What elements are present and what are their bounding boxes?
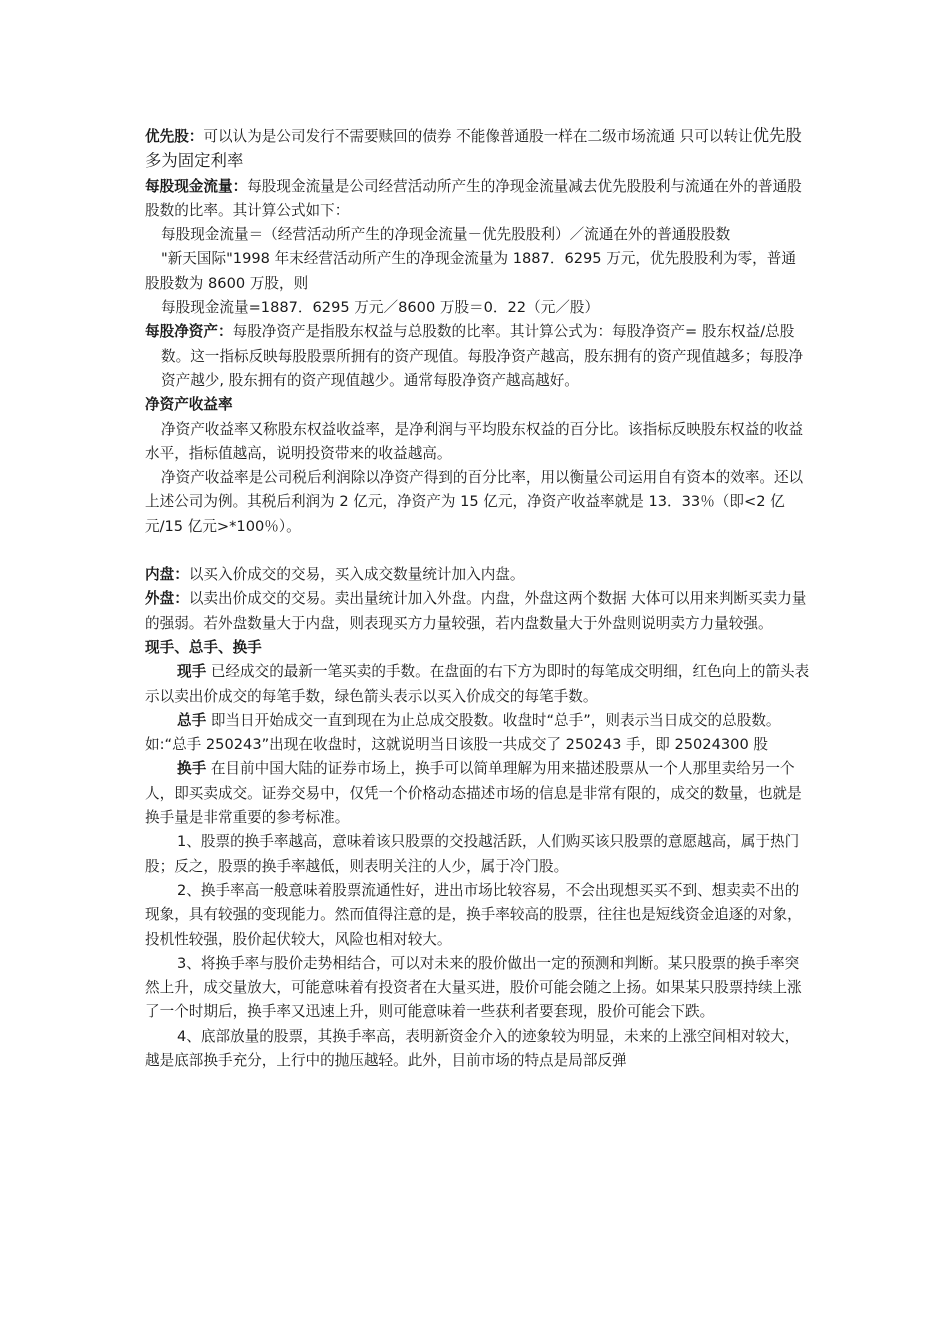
list-item: 2、换手率高一般意味着股票流通性好，进出市场比较容易，不会出现想买买不到、想卖卖不出的现象，具有较强的变现能力。然而值得注意的是，换手率较高的股票，往往也是短线资金追逐的对象，投机性较强，股价起伏较大，风险也相对较大。 (145, 881, 802, 948)
cashflow-formula: 每股现金流量＝（经营活动所产生的净现金流量－优先股股利）／流通在外的普通股股数 (161, 226, 731, 244)
list-item: 4、底部放量的股票，其换手率高，表明新资金介入的迹象较为明显，未来的上涨空间相对较大，越是底部换手充分，上行中的抛压越轻。此外，目前市场的特点是局部反弹 (145, 1027, 800, 1069)
term-total-hand: 总手 (177, 711, 207, 729)
cashflow-calc: 每股现金流量=1887．6295 万元／8600 万股＝0．22（元／股） (161, 299, 600, 317)
turnover-paragraph (145, 757, 810, 830)
term-turnover: 换手 (177, 760, 207, 778)
paragraph-gap (145, 539, 810, 563)
hands-heading-text: 现手、总手、换手 (145, 638, 262, 656)
term-colon: ： (188, 128, 204, 145)
term-colon: ： (174, 566, 189, 584)
roe-paragraph-2: 净资产收益率是公司税后利润除以净资产得到的百分比率，用以衡量公司运用自有资本的效率。还以上述公司为例。其税后利润为 2 亿元，净资产为 15 亿元，净资产收益率就是 13．33％（即<2 亿元/15 亿元>*100％）。 (145, 469, 804, 535)
list-item: 3、将换手率与股价走势相结合，可以对未来的股价做出一定的预测和判断。某只股票的换手率突然上升，成交量放大，可能意味着有投资者在大量买进，股价可能会随之上扬。如果某只股票持续上涨了一个时期后，换手率又迅速上升，则可能意味着一些获利者要套现，股价可能会下跌。 (145, 954, 802, 1021)
term-colon: ： (217, 323, 233, 341)
nav-paragraph (145, 320, 810, 393)
term-roe: 净资产收益率 (145, 396, 233, 414)
term-colon: ： (174, 590, 189, 608)
preferred-stock-text: 可以认为是公司发行不需要赎回的债券 不能像普通股一样在二级市场流通 只可以转让 (203, 128, 753, 145)
hands-heading (145, 636, 810, 660)
document-body (145, 124, 810, 1073)
term-current-hand: 现手 (177, 663, 207, 681)
total-hand-paragraph (145, 709, 810, 758)
cashflow-paragraph (145, 175, 810, 224)
term-cashflow: 每股现金流量 (145, 177, 233, 195)
list-item: 1、股票的换手率越高，意味着该只股票的交投越活跃，人们购买该只股票的意愿越高，属于热门股；反之，股票的换手率越低，则表明关注的人少，属于冷门股。 (145, 833, 800, 875)
outer-paragraph (145, 587, 810, 636)
term-nav: 每股净资产 (145, 323, 218, 341)
roe-paragraph-1: 净资产收益率又称股东权益收益率，是净利润与平均股东权益的百分比。该指标反映股东权益的收益水平，指标值越高，说明投资带来的收益越高。 (145, 420, 804, 462)
cashflow-example: "新天国际"1998 年末经营活动所产生的净现金流量为 1887．6295 万元，优先股股利为零，普通股股数为 8600 万股，则 (145, 250, 796, 292)
preferred-stock-paragraph (145, 124, 810, 175)
inner-paragraph (145, 563, 810, 587)
term-outer: 外盘 (145, 590, 175, 608)
outer-text: 以卖出价成交的交易。卖出量统计加入外盘。内盘，外盘这两个数据 大体可以用来判断买卖力量的强弱。若外盘数量大于内盘，则表现买方力量较强，若内盘数量大于外盘则说明卖方力量较强。 (145, 590, 807, 632)
preferred-stock-text-large: 优先股多为固定利率 (145, 126, 802, 171)
roe-heading (145, 393, 810, 417)
current-hand-text: 已经成交的最新一笔买卖的手数。在盘面的右下方为即时的每笔成交明细，红色向上的箭头表示以卖出价成交的每笔手数，绿色箭头表示以买入价成交的每笔手数。 (145, 663, 810, 705)
turnover-text: 在目前中国大陆的证券市场上，换手可以简单理解为用来描述股票从一个人那里卖给另一个人，即买卖成交。证券交易中，仅凭一个价格动态描述市场的信息是非常有限的，成交的数量，也就是换手量是非常重要的参考标准。 (145, 760, 802, 827)
nav-text: 每股净资产是指股东权益与总股数的比率。其计算公式为：每股净资产= 股东权益/总股数。这一指标反映每股股票所拥有的资产现值。每股净资产越高，股东拥有的资产现值越多；每股净资产越少, 股东拥有的资产现值越少。通常每股净资产越高越好。 (161, 323, 804, 389)
total-hand-text: 即当日开始成交一直到现在为止总成交股数。收盘时“总手”，则表示当日成交的总股数。如:“总手 250243”出现在收盘时，这就说明当日该股一共成交了 250243 手，即 25024300 股 (145, 711, 781, 754)
cashflow-text: 每股现金流量是公司经营活动所产生的净现金流量减去优先股股利与流通在外的普通股股数的比率。其计算公式如下： (145, 177, 802, 219)
current-hand-paragraph (145, 660, 810, 709)
term-colon: ： (232, 177, 248, 195)
term-inner: 内盘 (145, 566, 175, 584)
inner-text: 以买入价成交的交易，买入成交数量统计加入内盘。 (188, 566, 525, 584)
term-preferred-stock: 优先股 (145, 128, 189, 145)
